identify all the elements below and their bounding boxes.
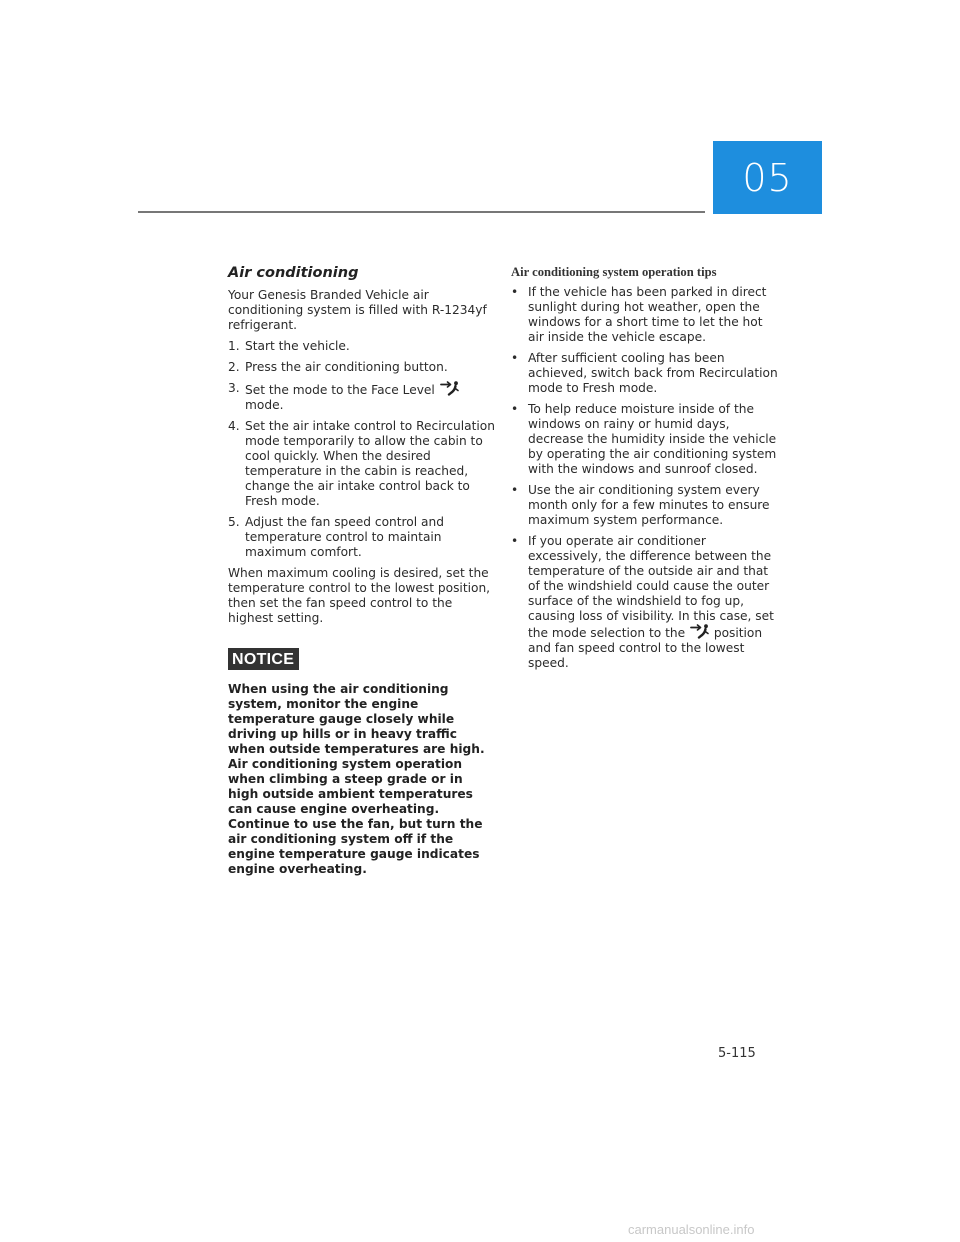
- step-item: [228, 419, 496, 509]
- tip-item: [511, 351, 779, 396]
- steps-list: [228, 339, 496, 560]
- bullet: •: [511, 285, 519, 299]
- face-level-mode-icon: [690, 624, 710, 639]
- step-text: Set the mode to the Face Level: [245, 383, 435, 397]
- closing-paragraph: When maximum cooling is desired, set the temperature control to the lowest position, then set the fan speed control to the highest setting.: [228, 566, 491, 625]
- watermark: carmanualsonline.info: [628, 1222, 755, 1237]
- face-level-mode-icon: [440, 381, 460, 396]
- step-text: mode.: [245, 398, 284, 412]
- tips-title: Air conditioning system operation tips: [511, 265, 717, 279]
- section-title: Air conditioning: [228, 265, 359, 281]
- step-item: [228, 360, 496, 375]
- tip-text: position and fan speed control to the lowest speed.: [528, 626, 763, 670]
- step-item: [228, 381, 496, 413]
- tip-text: Use the air conditioning system every month only for a few minutes to ensure maximum system performance.: [528, 483, 770, 527]
- step-text: Adjust the fan speed control and temperature control to maintain maximum comfort.: [245, 515, 444, 559]
- tips-list: [511, 285, 779, 671]
- tip-item: [511, 483, 779, 528]
- tip-item: [511, 534, 779, 671]
- chapter-number: 05: [742, 155, 793, 200]
- step-text: Press the air conditioning button.: [245, 360, 448, 374]
- bullet: •: [511, 483, 519, 497]
- chapter-tab: [713, 141, 822, 214]
- step-text: Start the vehicle.: [245, 339, 350, 353]
- step-number: 4.: [228, 419, 240, 433]
- tip-item: [511, 285, 779, 345]
- notice-badge: NOTICE: [228, 648, 299, 670]
- bullet: •: [511, 402, 519, 416]
- tip-text: After sufficient cooling has been achieved, switch back from Recirculation mode to Fresh mode.: [528, 351, 778, 395]
- tip-item: [511, 402, 779, 477]
- step-number: 5.: [228, 515, 240, 529]
- bullet: •: [511, 351, 519, 365]
- step-number: 2.: [228, 360, 240, 374]
- tip-text: If you operate air conditioner excessively, the difference between the temperature of the outside air and that of the windshield could cause the outer surface of the windshield to fog up, causing loss of visibility. In this case, set the mode selection to the: [528, 534, 774, 640]
- notice-text: When using the air conditioning system, monitor the engine temperature gauge closely while driving up hills or in heavy traffic when outside temperatures are high. Air conditioning system operation when climbing a steep grade or in high outside ambient temperatures can cause engine overheating. Continue to use the fan, but turn the air conditioning system off if the engine temperature gauge indicates engine overheating.: [228, 682, 485, 876]
- left-column: [228, 264, 496, 877]
- step-item: [228, 515, 496, 560]
- page-number: 5-115: [718, 1046, 756, 1061]
- bullet: •: [511, 534, 519, 548]
- step-item: [228, 339, 496, 354]
- tip-text: To help reduce moisture inside of the windows on rainy or humid days, decrease the humidity inside the vehicle by operating the air conditioning system with the windows and sunroof closed.: [528, 402, 777, 476]
- step-number: 1.: [228, 339, 240, 353]
- step-text: Set the air intake control to Recirculation mode temporarily to allow the cabin to cool quickly. When the desired temperature in the cabin is reached, change the air intake control back to Fresh mode.: [245, 419, 495, 508]
- tip-text: If the vehicle has been parked in direct sunlight during hot weather, open the windows for a short time to let the hot air inside the vehicle escape.: [528, 285, 767, 344]
- intro-paragraph: Your Genesis Branded Vehicle air conditioning system is filled with R-1234yf refrigerant.: [228, 288, 487, 332]
- step-number: 3.: [228, 381, 240, 395]
- header-rule: [138, 211, 705, 213]
- right-column: [511, 264, 779, 677]
